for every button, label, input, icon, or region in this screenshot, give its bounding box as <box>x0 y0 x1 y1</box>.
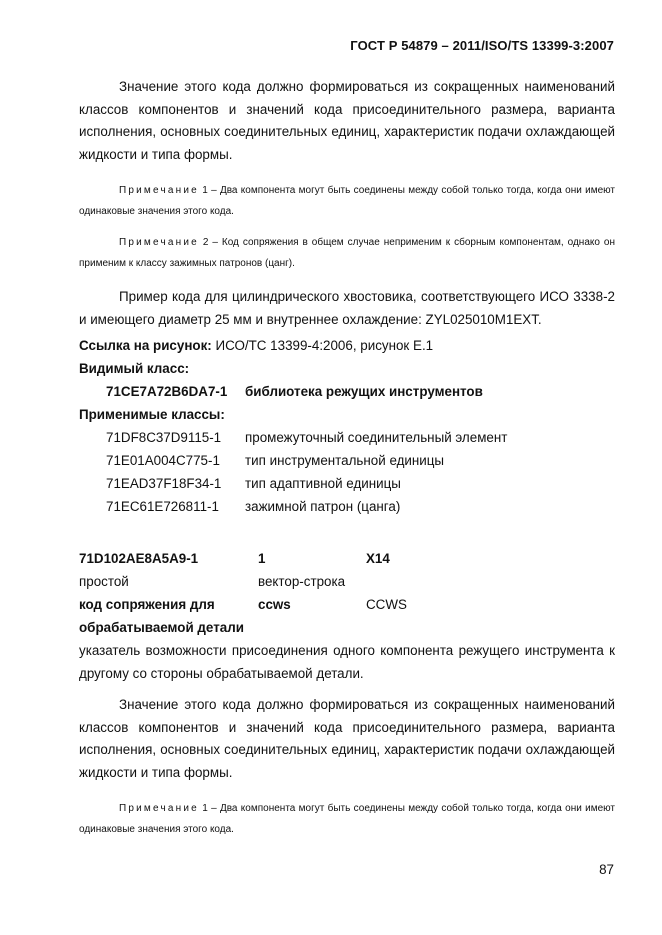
note-2-text: 2 – Код сопряжения в общем случае неприменим к сборным компонентам, однако он применим к классу зажимных патронов (цанг). <box>79 237 615 269</box>
applicable-class-code: 71EAD37F18F34-1 <box>106 476 222 491</box>
applicable-class-name: тип адаптивной единицы <box>245 476 401 491</box>
property-name-line2: обрабатываемой детали <box>79 620 244 635</box>
figure-reference <box>79 336 433 356</box>
note-3-text: 1 – Два компонента могут быть соединены между собой только тогда, когда они имеют одинаковые значения этого кода. <box>79 803 615 835</box>
property-code: X14 <box>366 551 390 566</box>
property-symbol: ccws <box>258 597 291 612</box>
visible-class-heading: Видимый класс: <box>79 361 190 376</box>
property-version: 1 <box>258 551 266 566</box>
applicable-class-code: 71E01A004C775-1 <box>106 453 220 468</box>
applicable-class-code: 71EC61E726811-1 <box>106 499 219 514</box>
property-name-line1: код сопряжения для <box>79 597 215 612</box>
property-id: 71D102AE8A5A9-1 <box>79 551 199 566</box>
applicable-class-name: тип инструментальной единицы <box>245 453 445 468</box>
applicable-class-code: 71DF8C37D9115-1 <box>106 430 222 445</box>
applicable-class-name: зажимной патрон (цанга) <box>245 499 401 514</box>
applicable-class-name: промежуточный соединительный элемент <box>245 430 508 445</box>
property-type: простой <box>79 574 129 589</box>
note-1-text: 1 – Два компонента могут быть соединены между собой только тогда, когда они имеют одинаковые значения этого кода. <box>79 185 615 217</box>
property-data-type: вектор-строка <box>258 574 346 589</box>
note-1-label: Примечание <box>119 185 199 196</box>
page-number: 87 <box>599 862 614 877</box>
note-1 <box>79 180 615 222</box>
note-2-label: Примечание <box>119 237 199 248</box>
note-2 <box>79 232 615 274</box>
intro-paragraph: Значение этого кода должно формироваться из сокращенных наименований классов компонентов и значений кода присоединительного размера, варианта исполнения, основных соединительных единиц, характеристик подачи охлаждающей жидкости и типа формы. <box>79 79 615 162</box>
visible-class-name: библиотека режущих инструментов <box>245 384 483 399</box>
figure-reference-label: Ссылка на рисунок: <box>79 338 212 353</box>
example-paragraph: Пример кода для цилиндрического хвостовика, соответствующего ИСО 3338-2 и имеющего диаметр 25 мм и внутреннее охлаждение: ZYL025010M1EXT. <box>79 289 615 327</box>
property-definition: указатель возможности присоединения одного компонента режущего инструмента к другому со стороны обрабатываемой детали. <box>79 643 615 681</box>
figure-reference-value: ИСО/ТС 13399-4:2006, рисунок Е.1 <box>211 338 434 353</box>
note-3 <box>79 798 615 840</box>
property-symbol-upper: CCWS <box>366 597 407 612</box>
note-3-label: Примечание <box>119 803 199 814</box>
second-paragraph: Значение этого кода должно формироваться из сокращенных наименований классов компонентов и значений кода присоединительного размера, варианта исполнения, основных соединительных единиц, характеристик подачи охлаждающей жидкости и типа формы. <box>79 697 615 780</box>
document-header: ГОСТ Р 54879 – 2011/ISO/TS 13399-3:2007 <box>350 38 614 53</box>
visible-class-code: 71CE7A72B6DA7-1 <box>106 384 228 399</box>
applicable-classes-heading: Применимые классы: <box>79 407 225 422</box>
